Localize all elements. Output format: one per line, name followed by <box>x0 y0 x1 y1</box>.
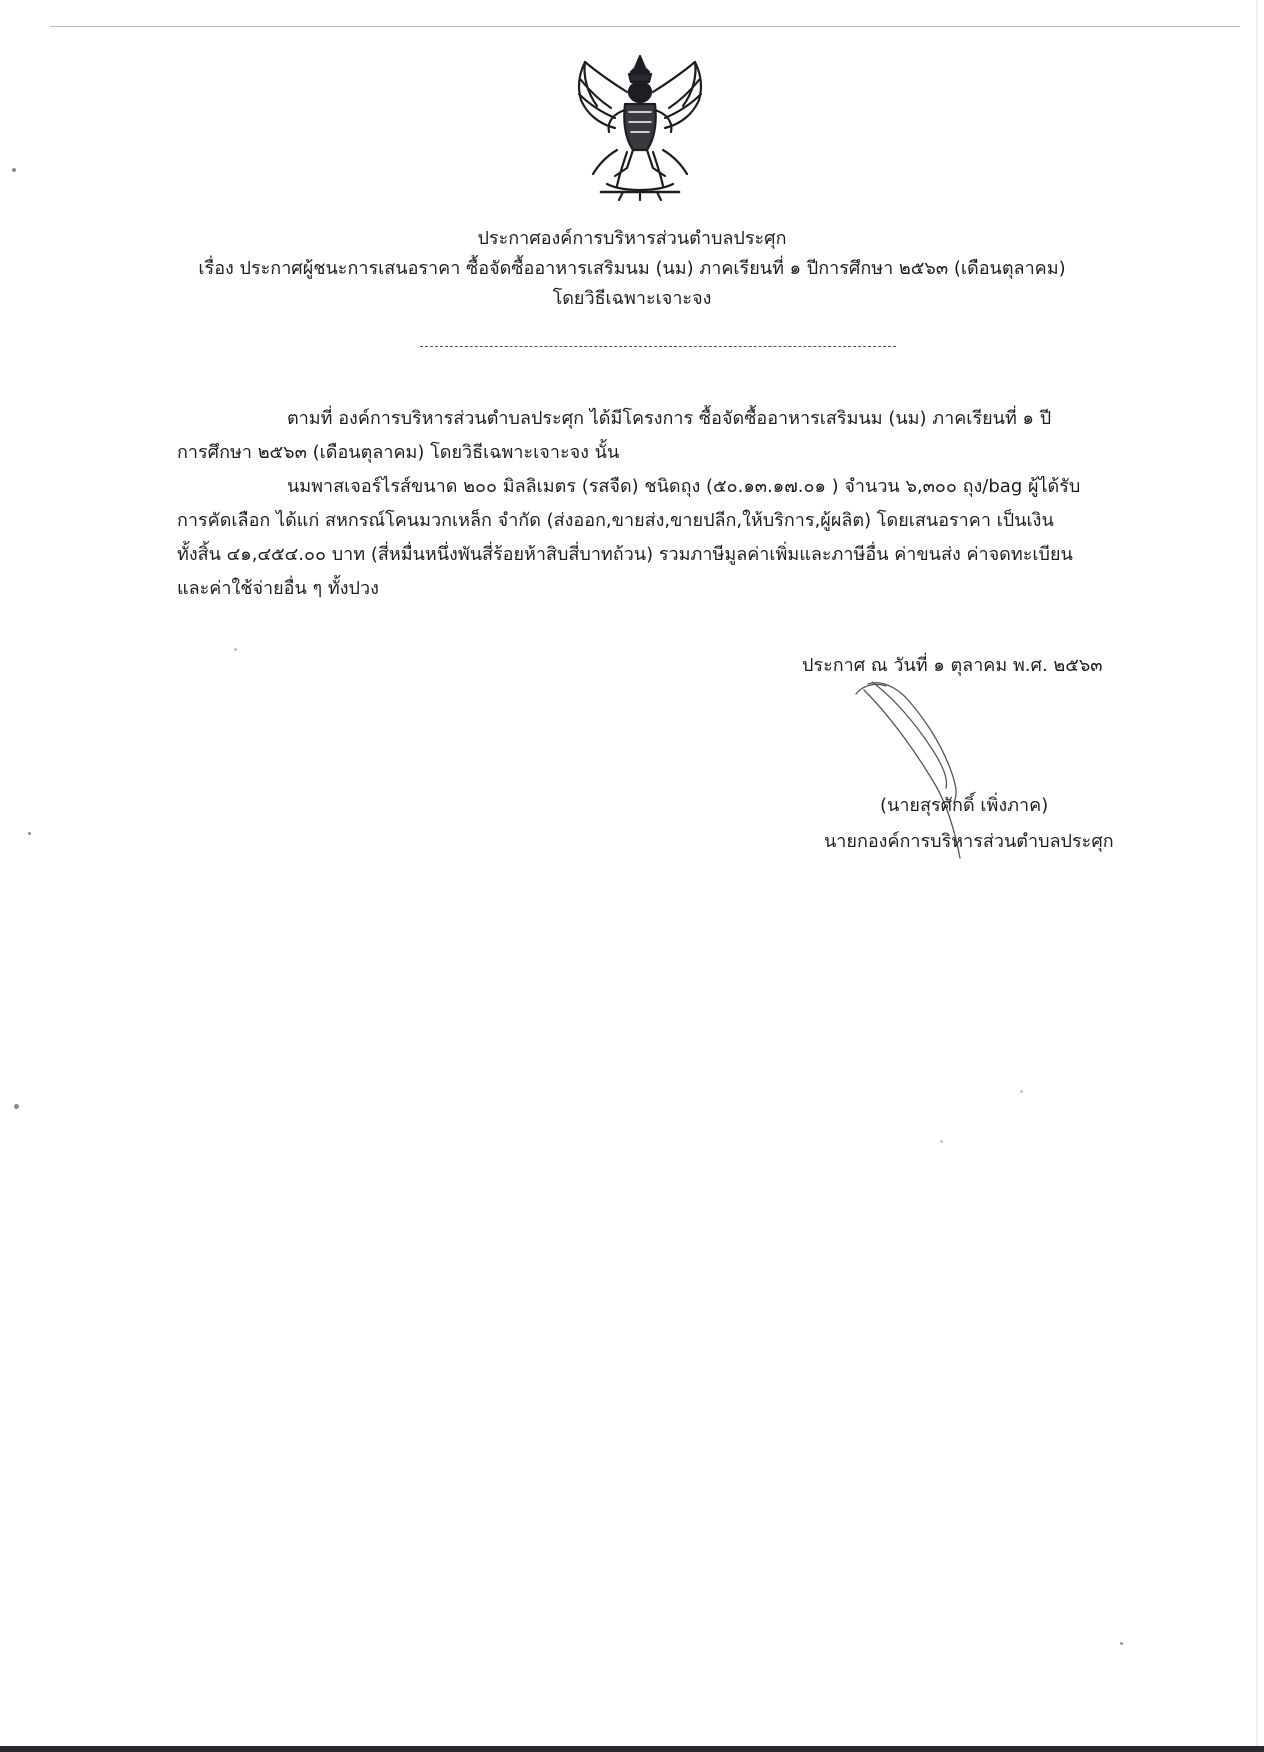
scan-speck <box>1120 1642 1123 1645</box>
header-subject: เรื่อง ประกาศผู้ชนะการเสนอราคา ซื้อจัดซื้ออาหารเสริมนม (นม) ภาคเรียนที่ ๑ ปีการศึกษา ๒๕๖๓ (เดือนตุลาคม) <box>198 258 1066 279</box>
header-method: โดยวิธีเฉพาะเจาะจง <box>552 288 712 309</box>
paragraph-1-line-1: ตามที่ องค์การบริหารส่วนตำบลประศุก ได้มีโครงการ ซื้อจัดซื้ออาหารเสริมนม (นม) ภาคเรียนที่ ๑ ปี <box>287 408 1052 429</box>
garuda-emblem-icon <box>567 52 713 202</box>
paragraph-2-line-1: นมพาสเจอร์ไรส์ขนาด ๒๐๐ มิลลิเมตร (รสจืด) ชนิดถุง (๕๐.๑๓.๑๗.๐๑ ) จำนวน ๖,๓๐๐ ถุง/bag ผู้ได้รับ <box>287 476 1081 497</box>
scan-speck <box>14 1104 19 1109</box>
scan-speck <box>28 832 31 835</box>
header-org-title: ประกาศองค์การบริหารส่วนตำบลประศุก <box>477 228 787 249</box>
paragraph-2-line-4: และค่าใช้จ่ายอื่น ๆ ทั้งปวง <box>177 578 379 599</box>
signer-name: (นายสุรศักดิ์ เพิ่งภาค) <box>880 795 1049 816</box>
announcement-date: ประกาศ ณ วันที่ ๑ ตุลาคม พ.ศ. ๒๕๖๓ <box>802 655 1103 676</box>
header-separator <box>420 346 896 347</box>
signer-title: นายกองค์การบริหารส่วนตำบลประศุก <box>824 831 1114 852</box>
scan-speck <box>940 1140 943 1143</box>
paragraph-1-line-2: การศึกษา ๒๕๖๓ (เดือนตุลาคม) โดยวิธีเฉพาะเจาะจง นั้น <box>177 442 620 463</box>
scan-speck <box>1020 1090 1023 1093</box>
scan-speck <box>12 168 16 172</box>
scan-speck <box>234 648 237 651</box>
document-header <box>0 224 1264 314</box>
scan-bottom-edge <box>0 1746 1264 1752</box>
paragraph-2-line-2: การคัดเลือก ได้แก่ สหกรณ์โคนมวกเหล็ก จำกัด (ส่งออก,ขายส่ง,ขายปลีก,ให้บริการ,ผู้ผลิต) โดยเสนอราคา เป็นเงิน <box>177 510 1054 531</box>
paragraph-2-line-3: ทั้งสิ้น ๔๑,๔๕๔.๐๐ บาท (สี่หมื่นหนึ่งพันสี่ร้อยห้าสิบสี่บาทถ้วน) รวมภาษีมูลค่าเพิ่มและภาษีอื่น ค่าขนส่ง ค่าจดทะเบียน <box>177 544 1073 565</box>
document-body <box>177 402 1137 606</box>
top-rule <box>50 26 1240 27</box>
